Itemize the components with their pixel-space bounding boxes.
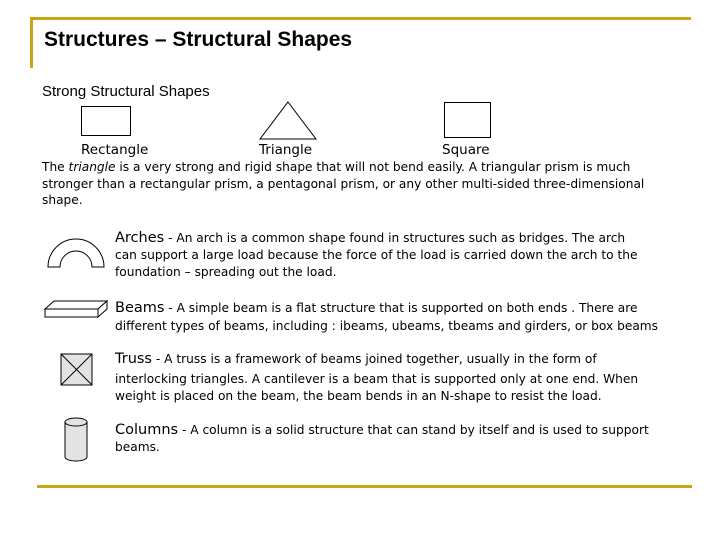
intro-prefix: The [42, 160, 69, 174]
square-label: Square [442, 142, 490, 158]
triangle-shape [258, 101, 318, 141]
bottom-rule [37, 485, 692, 488]
page-title: Structures – Structural Shapes [44, 28, 353, 51]
list-item-truss [115, 351, 675, 404]
truss-icon [60, 353, 94, 387]
section-subtitle: Strong Structural Shapes [42, 83, 210, 100]
beam-icon [42, 299, 110, 323]
list-item-heading: Truss [115, 351, 152, 367]
triangle-label: Triangle [259, 142, 313, 158]
rectangle-label: Rectangle [81, 142, 149, 158]
square-shape [444, 102, 491, 138]
list-item-first-line [115, 230, 675, 247]
list-item-lead: A simple beam is a flat structure that is supported on both ends . There are [176, 301, 638, 315]
list-item-lead: An arch is a common shape found in structures such as bridges. The arch [176, 231, 626, 245]
column-icon [63, 417, 89, 463]
list-item-body: can support a large load because the force of the load is carried down the arch to the foundation – spreading out the load. [115, 248, 638, 279]
list-item-lead: A truss is a framework of beams joined together, usually in the form of [164, 352, 597, 366]
list-item-first-line [115, 351, 675, 368]
list-item-columns [115, 422, 690, 456]
list-item-heading: Beams [115, 300, 165, 316]
list-item-body: beams. [115, 440, 160, 454]
intro-emphasis: triangle [68, 160, 116, 174]
list-item-first-line [115, 422, 690, 439]
list-item-separator: - [164, 231, 177, 245]
left-rule [30, 17, 33, 68]
arch-icon [46, 231, 106, 271]
list-item-separator: - [164, 301, 177, 315]
top-rule [30, 17, 691, 20]
intro-suffix: is a very strong and rigid shape that will not bend easily. A triangular prism is much stronger than a rectangular prism, a pentagonal prism, or any other multi-sided three-dimensional shape. [42, 160, 645, 207]
list-item-separator: - [152, 352, 165, 366]
list-item-separator: - [178, 423, 191, 437]
list-item-beams [115, 300, 675, 335]
list-item-body: different types of beams, including : ibeams, ubeams, tbeams and girders, or box beams [115, 319, 659, 333]
rectangle-shape [81, 106, 131, 136]
list-item-heading: Columns [115, 422, 179, 438]
intro-paragraph [42, 159, 658, 209]
list-item-lead: A column is a solid structure that can stand by itself and is used to support [190, 423, 649, 437]
list-item-heading: Arches [115, 230, 165, 246]
list-item-first-line [115, 300, 675, 317]
list-item-body: interlocking triangles. A cantilever is a beam that is supported only at one end. When weight is placed on the beam, the beam bends in an N-shape to resist the load. [115, 372, 639, 403]
list-item-arches [115, 230, 675, 280]
